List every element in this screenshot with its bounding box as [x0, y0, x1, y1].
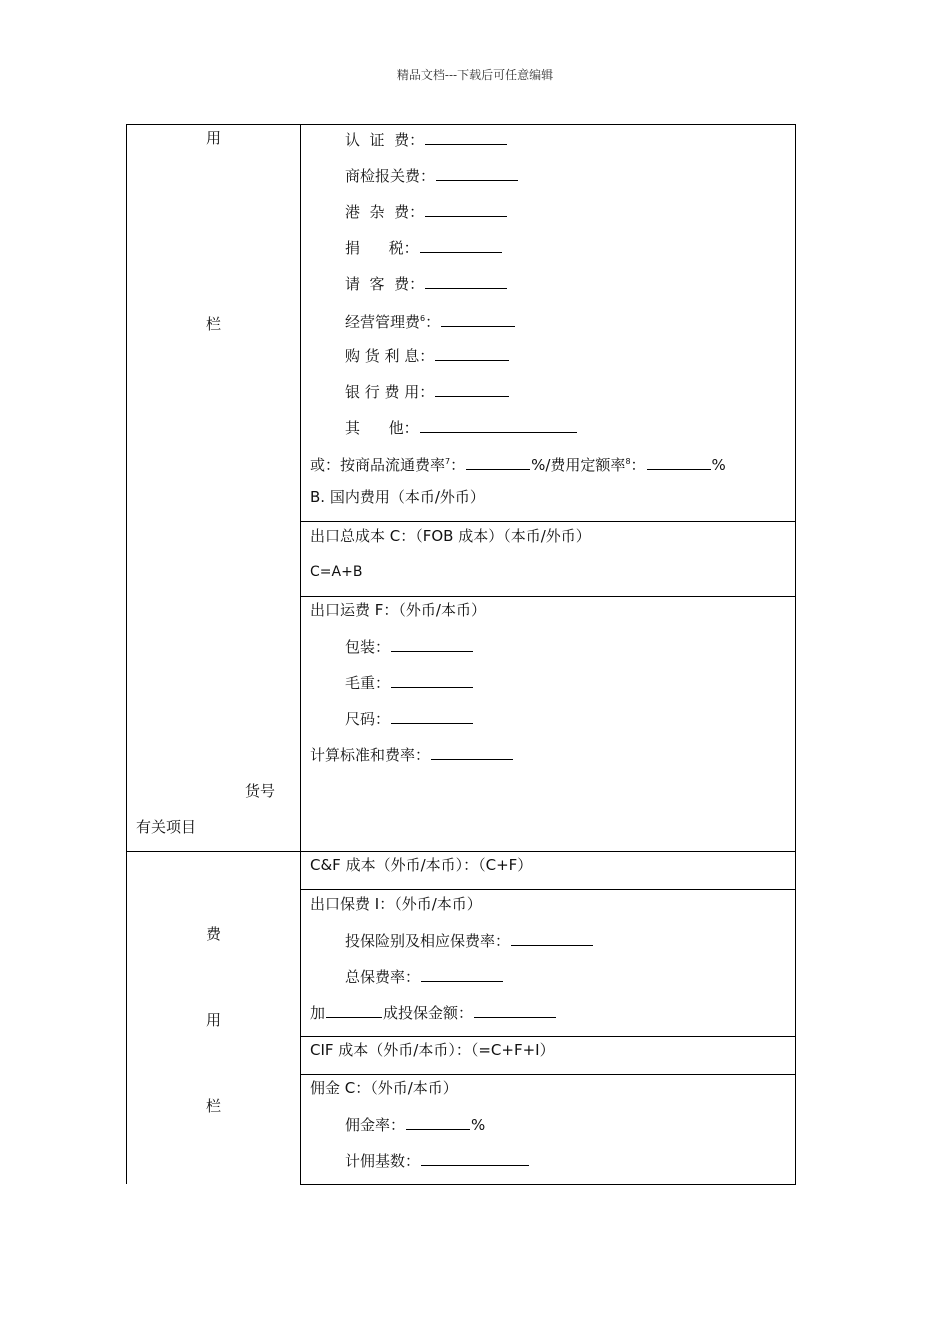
inspection-fee-label: 商检报关费： — [345, 167, 436, 185]
measurement-row — [345, 709, 474, 728]
left-label-yong-top: 用 — [206, 129, 222, 147]
row-divider-section — [126, 851, 796, 852]
table-right-border — [795, 124, 796, 1185]
freight-title: 出口运费 F：（外币/本币） — [310, 601, 486, 619]
bank-fee-label: 银 行 费 用： — [345, 383, 435, 401]
mgmt-fee-colon: ： — [425, 313, 441, 331]
port-fee-label: 港 杂 费： — [345, 203, 425, 221]
gross-weight-field[interactable] — [391, 673, 473, 688]
commission-rate-field[interactable] — [406, 1115, 470, 1130]
packing-field[interactable] — [391, 637, 473, 652]
table-middle-divider — [300, 124, 301, 1185]
total-premium-rate-label: 总保费率： — [345, 968, 421, 986]
commission-base-label: 计佣基数： — [345, 1152, 421, 1170]
port-fee-row — [345, 202, 508, 221]
total-premium-rate-field[interactable] — [421, 967, 503, 982]
commission-base-field[interactable] — [421, 1151, 529, 1166]
bank-fee-field[interactable] — [435, 382, 509, 397]
markup-percent-field[interactable] — [326, 1003, 382, 1018]
row-divider-insurance — [300, 889, 796, 890]
insurance-title: 出口保费 I：（外币/本币） — [310, 895, 482, 913]
risk-rate-field[interactable] — [511, 931, 593, 946]
mgmt-fee-label: 经营管理费 — [345, 313, 421, 331]
row-divider-freight — [300, 596, 796, 597]
freight-basis-label: 计算标准和费率： — [310, 746, 431, 764]
domestic-cost-label: B. 国内费用（本币/外币） — [310, 488, 485, 506]
inspection-fee-row — [345, 166, 519, 185]
mgmt-fee-row — [345, 310, 516, 331]
certification-fee-field[interactable] — [425, 130, 507, 145]
gross-weight-label: 毛重： — [345, 674, 391, 692]
table-top-border — [126, 124, 796, 125]
page-header: 精品文档---下载后可任意编辑 — [396, 68, 554, 82]
risk-rate-row — [345, 931, 594, 950]
tax-label: 捐 税： — [345, 239, 419, 257]
interest-label: 购 货 利 息： — [345, 347, 435, 365]
insured-amount-row — [310, 1003, 557, 1022]
or-rate-colon-2: ： — [630, 456, 646, 474]
packing-row — [345, 637, 474, 656]
certification-fee-label: 认 证 费： — [345, 131, 425, 149]
guest-fee-row — [345, 274, 508, 293]
mgmt-fee-footnote: 6 — [420, 314, 426, 323]
row-divider-commission — [300, 1074, 796, 1075]
left-label-yong-bottom: 用 — [206, 1011, 222, 1029]
freight-basis-row — [310, 745, 514, 764]
or-rate-footnote-7: 7 — [445, 457, 451, 466]
commission-rate-row — [345, 1115, 485, 1134]
cif-cost-title: CIF 成本（外币/本币）：（=C+F+I） — [310, 1041, 555, 1059]
insured-amount-prefix: 加 — [310, 1004, 326, 1022]
interest-row — [345, 346, 510, 365]
certification-fee-row — [345, 130, 508, 149]
measurement-label: 尺码： — [345, 710, 391, 728]
cf-cost-title: C&F 成本（外币/本币）：（C+F） — [310, 856, 533, 874]
total-premium-rate-row — [345, 967, 504, 986]
commission-rate-unit: % — [471, 1116, 486, 1134]
table-left-border — [126, 124, 127, 1184]
table-bottom-border — [300, 1184, 796, 1185]
risk-rate-label: 投保险别及相应保费率： — [345, 932, 511, 950]
export-cost-title: 出口总成本 C：（FOB 成本）（本币/外币） — [310, 527, 591, 545]
commission-title: 佣金 C：（外币/本币） — [310, 1079, 458, 1097]
fixed-rate-field[interactable] — [647, 455, 711, 470]
row-divider-export-cost — [300, 521, 796, 522]
port-fee-field[interactable] — [425, 202, 507, 217]
guest-fee-label: 请 客 费： — [345, 275, 425, 293]
other-fee-label: 其 他： — [345, 419, 419, 437]
left-label-goods-no: 货号 — [245, 782, 276, 800]
commission-rate-label: 佣金率： — [345, 1116, 406, 1134]
guest-fee-field[interactable] — [425, 274, 507, 289]
commission-base-row — [345, 1151, 530, 1170]
insured-amount-field[interactable] — [474, 1003, 556, 1018]
freight-basis-field[interactable] — [431, 745, 513, 760]
or-rate-middle: %/费用定额率 — [531, 456, 626, 474]
tax-field[interactable] — [420, 238, 502, 253]
measurement-field[interactable] — [391, 709, 473, 724]
packing-label: 包装： — [345, 638, 391, 656]
row-divider-cif — [300, 1036, 796, 1037]
inspection-fee-field[interactable] — [436, 166, 518, 181]
or-rate-colon-1: ： — [450, 456, 466, 474]
mgmt-fee-field[interactable] — [441, 312, 515, 327]
other-fee-field[interactable] — [420, 418, 577, 433]
circulation-rate-field[interactable] — [466, 455, 530, 470]
or-rate-footnote-8: 8 — [625, 457, 631, 466]
or-rate-percent: % — [711, 456, 726, 474]
bank-fee-row — [345, 382, 510, 401]
insured-amount-label: 成投保金额： — [383, 1004, 474, 1022]
interest-field[interactable] — [435, 346, 509, 361]
left-label-lan-bottom: 栏 — [206, 1097, 222, 1115]
left-label-related-items: 有关项目 — [136, 818, 197, 836]
or-rate-row — [310, 453, 726, 474]
left-label-fei: 费 — [206, 925, 222, 943]
left-label-lan-top: 栏 — [206, 315, 222, 333]
export-cost-formula: C=A+B — [310, 564, 363, 580]
tax-row — [345, 238, 503, 257]
other-fee-row — [345, 418, 578, 437]
or-rate-prefix: 或：按商品流通费率 — [310, 456, 446, 474]
gross-weight-row — [345, 673, 474, 692]
